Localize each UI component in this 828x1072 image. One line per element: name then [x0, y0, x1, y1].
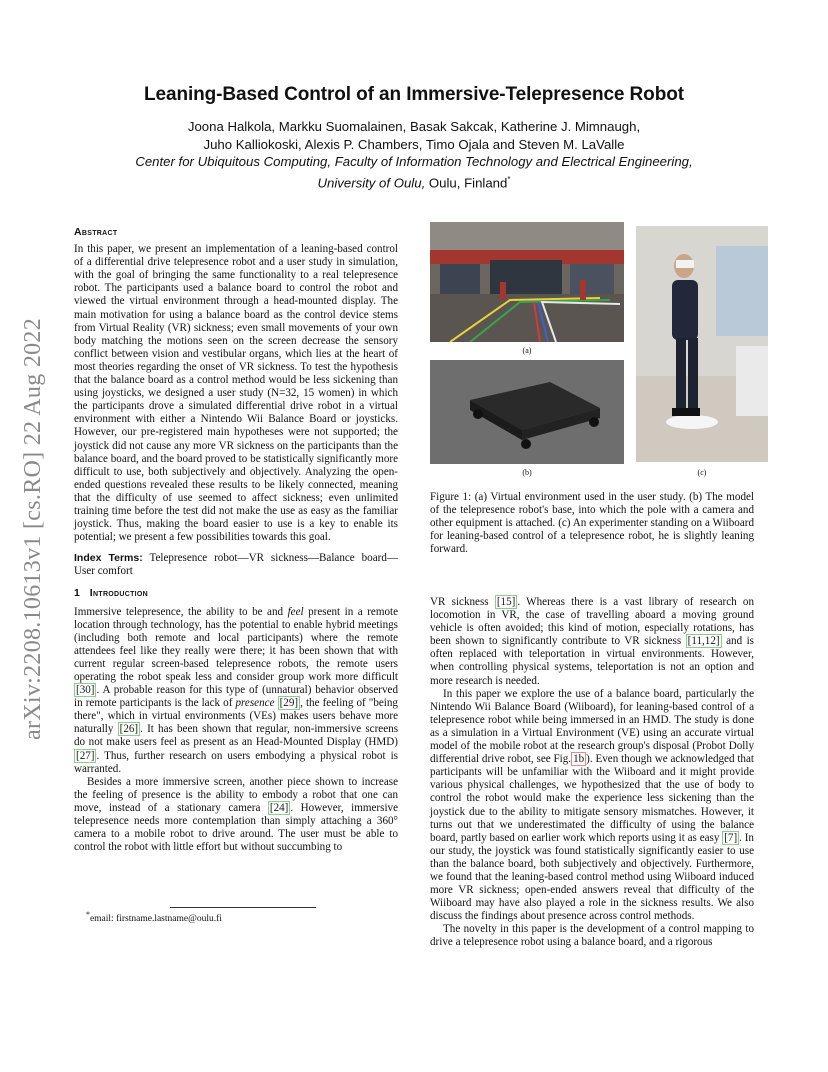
text-run: . A probable reason for this type of (unnatural) behavior observed in remote participants is the lack of [74, 684, 398, 710]
index-terms [74, 552, 398, 578]
footnote-mark: * [86, 910, 90, 919]
index-terms-text: Telepresence robot—VR sickness—Balance board—User comfort [74, 552, 398, 578]
right-paragraph-3: The novelty in this paper is the development of a control mapping to drive a telepresence robot using a balance board, and a rigorous [430, 923, 754, 949]
abstract-heading [74, 226, 398, 239]
text-run: . Thus, further research on users embodying a physical robot is warranted. [74, 749, 398, 775]
footnote-text: email: firstname.lastname@oulu.fi [89, 914, 222, 925]
affiliation-city: Oulu, Finland [425, 174, 508, 190]
citation-link[interactable]: [11,12] [687, 635, 720, 648]
text-run: present in a remote location through technology, has the potential to enable hybrid meetings (including both remote and local participants) where the remote attendees feel like they really were there; it has been shown that with current regular screen-based telepresence robots, the remote users operating the robot speak less and consider group work more difficult [74, 605, 398, 683]
abstract-text: In this paper, we present an implementation of a leaning-based control of a differential drive telepresence robot and a user study in simulation, with the goal of bringing the same functionality to a real telepresence robot. The participants used a balance board to control the robot and viewed the virtual environment through a head-mounted display. The main motivation for using a balance board as the control device stems from Virtual Reality (VR) sickness; even small movements of your own body matching the motions seen on the screen decrease the sensory conflict between vision and vestibular organs, which lies at the heart of most theories regarding the onset of VR sickness. To test the hypothesis that the balance board as a control method would be less sickening than using joysticks, we designed a user study (N=32, 15 women) in which the participants drove a simulated differential drive robot in a virtual environment with either a Nintendo Wii Balance Board or joysticks. However, our pre-registered main hypotheses were not supported; the joystick did not cause any more VR sickness on the participants than the balance board, and the board proved to be statistically significantly more difficult to use, both subjectively and objectively. Analyzing the open-ended questions revealed these results to be likely connected, meaning that the difficulty of use seemed to affect sickness; even unlimited training time before the test did not make the use as easy as the familiar joystick. Thus, making the board easier to use is a key to enable its potential; we present a few possibilities towards this goal. [74, 243, 398, 544]
author-block [0, 118, 828, 191]
text-run: . Whereas there is a vast library of research on locomotion in VR, the case of travelling aboard a moving ground vehicle is often avoided; this kind of motion, especially rotations, has been shown to significantly contribute to VR sickness [430, 596, 755, 648]
text-run: Immersive telepresence, the ability to be and [74, 605, 288, 618]
left-column [74, 226, 398, 854]
citation-link[interactable]: [15] [496, 596, 516, 608]
authors-line-1: Joona Halkola, Markku Suomalainen, Basak Sakcak, Katherine J. Mimnaugh, [187, 119, 641, 134]
section-title: Introduction [89, 587, 149, 600]
text-run-italic: presence [235, 697, 275, 710]
citation-link[interactable]: [29] [279, 697, 299, 710]
robot-base-image [430, 360, 624, 464]
section-number: 1 [74, 587, 81, 600]
figure-1b-label: (b) [522, 468, 532, 477]
affiliation-line-2 [0, 171, 828, 192]
right-paragraph-1 [430, 596, 754, 688]
footnote-rule [170, 907, 316, 908]
section-heading-intro [74, 587, 398, 600]
figure-link[interactable]: 1b [573, 753, 585, 766]
text-run-italic: feel [287, 605, 304, 618]
citation-link[interactable]: [7] [724, 831, 738, 844]
footnote [86, 910, 222, 924]
figure-1b-image [430, 360, 624, 464]
text-run: VR sickness [430, 596, 495, 608]
virtual-environment-image [430, 222, 624, 342]
text-run: . In our study, the joystick was found statistically significantly easier to use than the balance board, both subjectively and objectively. Furthermore, we found that the leaning-based control method using Wiiboard induced more VR sickness; open-ended answers reveal that difficulty of the Wiiboard may have also played a role in the sickness results. We also discuss the findings about presence across control methods. [430, 831, 754, 923]
figure-1-caption: Figure 1: (a) Virtual environment used in the user study. (b) The model of the telepresence robot's base, into which the pole with a camera and other equipment is attached. (c) An experimenter standing on a Wiiboard for leaning-based control of a telepresence robot, he is slightly leaning forward. [430, 491, 754, 556]
paper-title: Leaning-Based Control of an Immersive-Telepresence Robot [144, 84, 684, 105]
figure-1c-image [636, 226, 768, 462]
right-paragraph-2 [430, 688, 754, 924]
authors-line-2: Juho Kalliokoski, Alexis P. Chambers, Timo Ojala and Steven M. LaValle [203, 136, 625, 152]
text-run: ). Even though we acknowledged that participants will be unfamiliar with the Wiiboard and it might provide various physical challenges, we hypothesized that the use of body to control the robot would make the experience less sickening than the joystick due to the ability to mitigate sensory mismatches. However, it turns out that we underestimated the difficulty of using the balance board, partly based on earlier work which reports using it as easy [430, 753, 754, 844]
experimenter-photo [636, 226, 768, 462]
text-run: In this paper we explore the use of a balance board, particularly the Nintendo Wii Balance Board (Wiiboard), for leaning-based control of a telepresence robot while being immersed in an HMD. The study is done as a simulation in a Virtual Environment (VE) using an accurate virtual model of the mobile robot at the research group's disposal (Probot Dolly differential drive robot, see Fig. [430, 687, 754, 766]
figure-1c-label: (c) [697, 468, 707, 477]
right-column [430, 596, 754, 950]
index-terms-label: Index Terms: [74, 552, 143, 565]
text-run: Besides a more immersive screen, another piece shown to increase the feeling of presence is the ability to embody a robot that one can move, instead of a stationary camera [74, 775, 398, 814]
figure-1a-image [430, 222, 624, 342]
citation-link[interactable]: [26] [119, 723, 139, 736]
abstract-heading-text: Abstract [74, 226, 118, 238]
figure-1a-label: (a) [522, 346, 532, 355]
text-run: . It has been shown that regular, non-immersive screens do not make users feel as present as an Head-Mounted Display (HMD) [74, 723, 399, 749]
affiliation-mark: * [507, 174, 511, 184]
text-run: and is often replaced with teleportation in virtual environments. However, when controlling physical systems, teleportation is not an option and more research is needed. [430, 635, 754, 687]
citation-link[interactable]: [30] [76, 684, 95, 697]
citation-link[interactable]: [27] [76, 749, 95, 762]
citation-link[interactable]: [24] [269, 801, 289, 814]
arxiv-stamp: arXiv:2208.10613v1 [cs.RO] 22 Aug 2022 [20, 317, 46, 740]
text-run: , the feeling of "being there", which in virtual environments (VEs) makes users behave more naturally [74, 697, 398, 736]
affiliation-line-1: Center for Ubiquitous Computing, Faculty of Information Technology and Electrical Engineering, [135, 154, 693, 169]
intro-paragraph-2 [74, 776, 398, 855]
intro-paragraph-1 [74, 606, 398, 776]
text-run: . However, immersive telepresence needs more contemplation than simply attaching a 360° camera to a mobile robot to drive around. The user must be able to control the robot with little effort but without succumbing to [74, 801, 399, 854]
affiliation-university: University of Oulu, [317, 174, 426, 190]
